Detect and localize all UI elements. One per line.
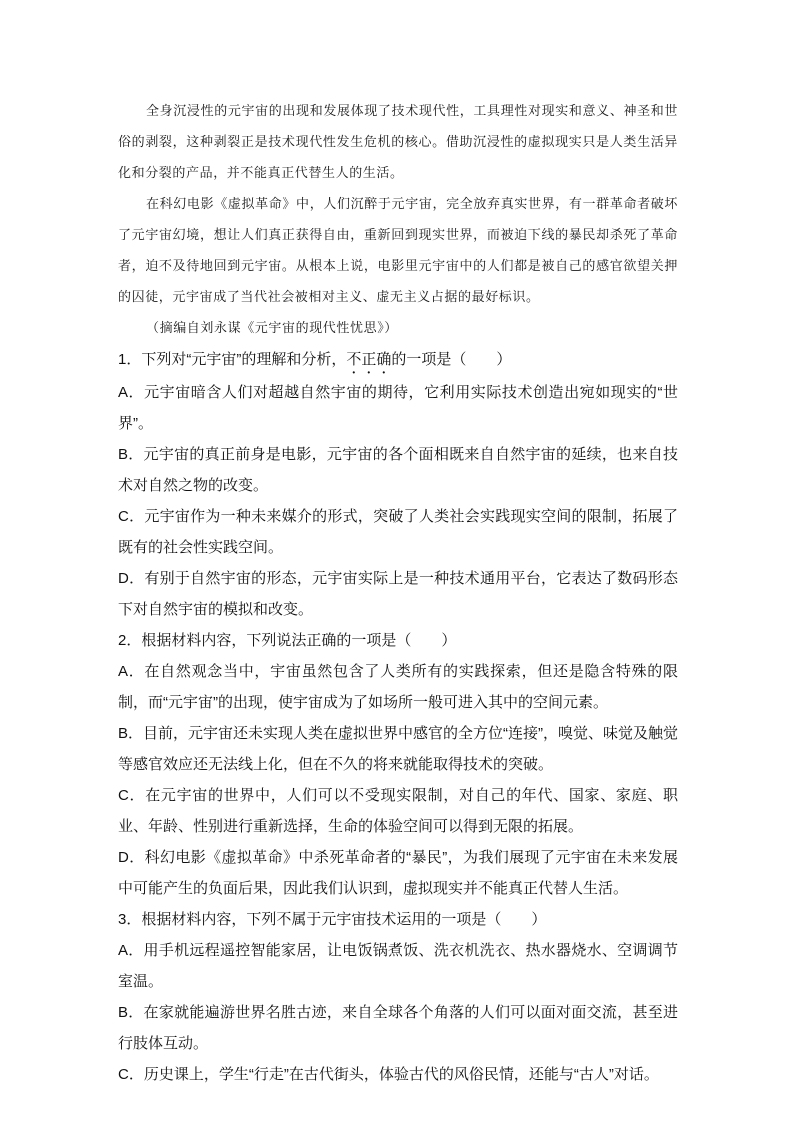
question-2-option-b: B．目前，元宇宙还未实现人类在虚拟世界中感官的全方位“连接”，嗅觉、味觉及触觉等感官效应还无法线上化，但在不久的将来就能取得技术的突破。 — [118, 725, 678, 773]
question-2-stem: 2．根据材料内容，下列说法正确的一项是（ ） — [118, 632, 457, 649]
question-1-stem-emphasis: 不正确 — [346, 351, 392, 368]
question-3 — [118, 904, 678, 1090]
question-2-option-a: A．在自然观念当中，宇宙虽然包含了人类所有的实践探索，但还是隐含特殊的限制，而“元宇宙”的出现，使宇宙成为了如场所一般可进入其中的空间元素。 — [118, 663, 678, 711]
question-1-option-c: C．元宇宙作为一种未来媒介的形式，突破了人类社会实践现实空间的限制，拓展了既有的社会性实践空间。 — [118, 508, 678, 556]
question-3-option-c: C．历史课上，学生“行走”在古代街头，体验古代的风俗民情，还能与“古人”对话。 — [118, 1066, 659, 1083]
question-1-stem-start: 1．下列对“元宇宙”的理解和分析， — [118, 351, 347, 368]
reading-passage — [118, 96, 678, 344]
question-1-stem — [118, 344, 678, 377]
question-2 — [118, 625, 678, 904]
passage-source: （摘编自刘永谋《元宇宙的现代性忧思》） — [146, 321, 398, 336]
question-3-option-a: A．用手机远程遥控智能家居，让电饭锅煮饭、洗衣机洗衣、热水器烧水、空调调节室温。 — [118, 942, 678, 990]
passage-paragraph-2: 在科幻电影《虚拟革命》中，人们沉醉于元宇宙，完全放弃真实世界，有一群革命者破坏了元宇宙幻境，想让人们真正获得自由，重新回到现实世界，而被迫下线的暴民却杀死了革命者，迫不及待地回到元宇宙。从根本上说，电影里元宇宙中的人们都是被自己的感官欲望关押的囚徒，元宇宙成了当代社会被相对主义、虚无主义占据的最好标识。 — [118, 197, 678, 305]
question-1 — [118, 344, 678, 625]
questions — [118, 344, 678, 1090]
question-3-option-b: B．在家就能遍游世界名胜古迹，来自全球各个角落的人们可以面对面交流，甚至进行肢体互动。 — [118, 1004, 678, 1052]
question-1-option-a: A．元宇宙暗含人们对超越自然宇宙的期待，它利用实际技术创造出宛如现实的“世界”。 — [118, 384, 678, 432]
passage-paragraph-1: 全身沉浸性的元宇宙的出现和发展体现了技术现代性，工具理性对现实和意义、神圣和世俗的剥裂，这种剥裂正是技术现代性发生危机的核心。借助沉浸性的虚拟现实只是人类生活异化和分裂的产品，并不能真正代替生人的生活。 — [118, 104, 678, 181]
question-3-stem: 3．根据材料内容，下列不属于元宇宙技术运用的一项是（ ） — [118, 911, 547, 928]
question-2-option-c: C．在元宇宙的世界中，人们可以不受现实限制，对自己的年代、国家、家庭、职业、年龄、性别进行重新选择，生命的体验空间可以得到无限的拓展。 — [118, 787, 678, 835]
question-1-option-b: B．元宇宙的真正前身是电影，元宇宙的各个面相既来自自然宇宙的延续，也来自技术对自然之物的改变。 — [118, 446, 678, 494]
question-1-option-d: D．有别于自然宇宙的形态，元宇宙实际上是一种技术通用平台，它表达了数码形态下对自然宇宙的模拟和改变。 — [118, 570, 678, 618]
question-2-option-d: D．科幻电影《虚拟革命》中杀死革命者的“暴民”，为我们展现了元宇宙在未来发展中可能产生的负面后果，因此我们认识到，虚拟现实并不能真正代替人生活。 — [118, 849, 678, 897]
question-1-stem-end: 的一项是（ ） — [391, 351, 512, 368]
